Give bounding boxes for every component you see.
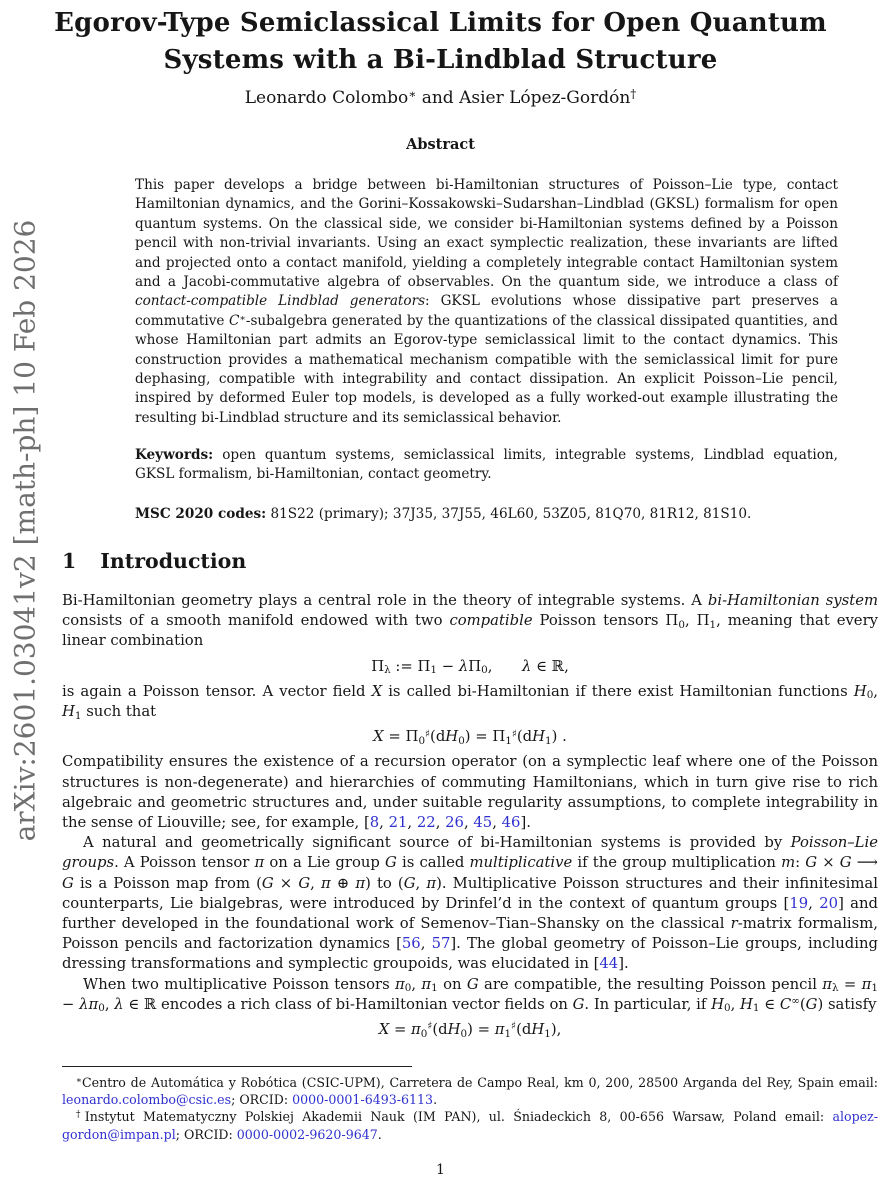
text-segment: H (853, 682, 867, 700)
text-segment: 0 (418, 734, 426, 747)
text-segment: π (411, 1021, 421, 1039)
paper-title-line1: Egorov-Type Semiclassical Limits for Open Quantum (54, 8, 827, 38)
text-segment: × (273, 874, 299, 892)
text-segment: 1 (544, 1027, 551, 1040)
text-segment: π (88, 995, 99, 1013)
text-segment: on a Lie group (264, 854, 386, 872)
text-segment: 1 (752, 1002, 760, 1015)
text-segment: Compatibility ensures the existence of a recursion operator (on a symplectic leaf where one of the Poisson structures is non-degenerate) and hierarchies of commuting Hamiltonians, which in turn give rise to rich algebraic and geometric structures and, under suitable regularity assumptions, to complete integrability in the sense of Liouville; see, for example, [ (62, 753, 878, 832)
text-segment: H (532, 728, 546, 746)
text-segment: H (445, 728, 459, 746)
text-segment: ∗ (239, 312, 246, 324)
text-segment: H (447, 1021, 461, 1039)
text-segment: Leonardo Colombo (244, 88, 409, 108)
text-segment: Bi-Hamiltonian geometry plays a central role in the theory of integrable systems. A (62, 592, 708, 609)
text-segment: -subalgebra generated by the quantizations of the classical dissipated quantities, and whose Hamiltonian part admits an Egorov-type semiclassical limit to the contact dynamics. This construction provides a mathematical mechanism compatible with the semiclassical limit for pure dephasing, compatible with integrability and contact dissipation. An explicit Poisson–Lie pencil, inspired by deformed Euler top models, is developed as a fully worked-out example illustrating the resulting bi-Lindblad structure and its semiclassical behavior. (135, 312, 838, 426)
text-segment: 0 (460, 1027, 468, 1040)
text-segment: , (492, 814, 502, 832)
text-segment: λ (522, 657, 532, 675)
footnote (62, 1074, 878, 1108)
link[interactable]: 44 (599, 955, 619, 973)
text-segment: is called bi-Hamiltonian if there exist Hamiltonian functions (382, 682, 854, 700)
text-segment: ⟶ (851, 854, 878, 872)
text-segment: , (463, 814, 474, 832)
section-heading (62, 549, 246, 573)
text-segment: ( (799, 995, 806, 1013)
text-segment: multiplicative (469, 854, 573, 872)
text-segment: 0 (481, 664, 488, 677)
text-segment: ∗ (408, 86, 417, 101)
text-segment: ]. (618, 955, 629, 973)
text-segment: MSC 2020 codes: (135, 506, 267, 522)
text-segment: ♯ (427, 1020, 433, 1033)
page-number: 1 (436, 1162, 445, 1178)
text-segment: (d (516, 1021, 532, 1039)
text-segment: Poisson–Lie groups (62, 834, 878, 872)
text-segment: λ (114, 995, 124, 1013)
text-segment: , (411, 975, 422, 993)
text-segment: 1 (430, 664, 437, 677)
link[interactable]: 20 (819, 894, 839, 912)
text-segment: , Π (684, 612, 710, 630)
text-segment: 1 (74, 709, 82, 722)
text-segment: 0 (420, 1027, 428, 1040)
text-segment: Instytut Matematyczny Polskiej Akademii Nauk (IM PAN), ul. Śniadeckich 8, 00-656 Warsaw, Poland email: (84, 1109, 833, 1125)
text-segment: π (320, 874, 331, 892)
text-segment: λ (384, 664, 391, 677)
text-segment: ) satisfy (817, 995, 877, 1013)
text-segment: X (378, 1021, 390, 1039)
equation (62, 727, 878, 747)
text-segment: (d (430, 728, 446, 746)
footnote-rule (62, 1066, 412, 1067)
text-segment: ). Multiplicative Poisson structures and their infinitesimal counterparts, Lie bialgebras, were introduced by Drinfel’d in the context of quantum groups [ (62, 874, 878, 912)
link[interactable]: 45 (473, 814, 493, 832)
text-segment: ∞ (791, 995, 800, 1008)
paragraph (62, 833, 878, 974)
text-segment: G (839, 854, 852, 872)
text-segment: ]. (520, 814, 531, 832)
text-segment: G (385, 854, 397, 872)
text-segment: compatible (449, 612, 533, 630)
abstract-heading: Abstract (406, 136, 475, 153)
text-segment: G (62, 874, 74, 892)
text-segment: ; ORCID: (175, 1126, 237, 1142)
text-segment: ♯ (425, 727, 431, 740)
text-segment: 1 (709, 618, 717, 631)
equation (62, 657, 878, 677)
text-segment: on (437, 975, 467, 993)
text-segment: ) to ( (365, 874, 404, 892)
text-segment: , (420, 935, 432, 953)
text-segment: ♯ (511, 1020, 517, 1033)
text-segment: Π (468, 657, 482, 675)
section-title: Introduction (100, 549, 247, 573)
text-segment: m (781, 854, 796, 872)
text-segment: , (310, 874, 321, 892)
text-segment: ) = Π (464, 728, 506, 746)
link[interactable]: leonardo.colombo@csic.es (62, 1092, 232, 1108)
text-segment: ∈ (759, 995, 780, 1013)
text-segment: Poisson tensors Π (532, 612, 679, 630)
text-segment: 1 (504, 1027, 512, 1040)
text-segment: G (805, 995, 818, 1013)
text-segment: H (531, 1021, 545, 1039)
text-segment: r (730, 915, 738, 933)
text-segment: , (808, 894, 820, 912)
text-segment: , (415, 874, 427, 892)
text-segment: , (873, 682, 878, 700)
text-segment: . (433, 1092, 438, 1108)
text-segment: ) = (467, 1021, 495, 1039)
text-segment: : (795, 854, 806, 872)
text-segment: ♯ (511, 727, 517, 740)
text-segment: contact-compatible Lindblad generators (135, 293, 426, 310)
text-segment: 1 (431, 982, 438, 995)
text-segment: C (228, 312, 240, 329)
text-segment: G (261, 874, 274, 892)
text-segment: π (421, 975, 432, 993)
text-segment: When two multiplicative Poisson tensors (83, 975, 396, 993)
introduction-body (62, 591, 878, 1045)
text-segment: × (817, 854, 840, 872)
text-segment: . (377, 1126, 382, 1142)
paragraph (62, 682, 878, 722)
section-number: 1 (62, 549, 77, 573)
text-segment: such that (81, 703, 157, 721)
text-segment: , meaning that every linear combination (62, 612, 878, 650)
text-segment: This paper develops a bridge between bi-Hamiltonian structures of Poisson–Lie type, contact Hamiltonian dynamics, and the Gorini–Kossakowski–Sudarshan–Lindblad (GKSL) formalism for open quantum systems. On the classical side, we consider bi-Hamiltonian systems defined by a Poisson pencil with non-trivial invariants. Using an exact symplectic realization, these invariants are lifted and projected onto a contact manifold, yielding a completely integrable contact Hamiltonian system and a Jacobi-commutative algebra of observables. On the quantum side, we introduce a class of (135, 177, 838, 291)
equation (62, 1020, 878, 1040)
text-segment: G (572, 995, 585, 1013)
text-segment: G (466, 975, 479, 993)
paper-title-line2: Systems with a Bi-Lindblad Structure (163, 45, 718, 75)
link[interactable]: 57 (431, 935, 451, 953)
text-segment: := Π (390, 657, 431, 675)
text-segment: π (494, 1021, 505, 1039)
text-segment: C (779, 995, 792, 1013)
text-segment: ∈ ℝ encodes a rich class of bi-Hamiltonian vector fields on (123, 995, 573, 1013)
text-segment: H (711, 995, 724, 1013)
text-segment: 0 (866, 689, 874, 702)
link[interactable]: 46 (501, 814, 521, 832)
text-segment: 1 (871, 982, 878, 995)
text-segment: , (407, 814, 417, 832)
link[interactable]: 8 (369, 814, 380, 832)
text-segment: π (822, 975, 832, 993)
abstract-body (135, 176, 838, 428)
text-segment: X (373, 728, 384, 746)
text-segment: 0 (404, 982, 412, 995)
text-segment: ) . (551, 728, 567, 746)
text-segment: Centro de Automática y Robótica (CSIC-UPM), Carretera de Campo Real, km 0, 200, 28500 Arganda del Rey, Spain email: (82, 1075, 878, 1090)
text-segment: bi-Hamiltonian system (707, 592, 878, 609)
text-segment: is a Poisson map from ( (73, 874, 262, 892)
text-segment: open quantum systems, semiclassical limits, integrable systems, Lindblad equation, GKSL formalism, bi-Hamiltonian, contact geometry. (135, 447, 838, 483)
footnote (62, 1108, 878, 1142)
text-segment: (d (516, 728, 533, 746)
text-segment: ⊕ (330, 874, 356, 892)
text-segment: ∈ ℝ, (531, 657, 569, 675)
text-segment: consists of a smooth manifold endowed with two (62, 612, 450, 630)
paragraph (62, 591, 878, 652)
text-segment: λ (458, 657, 469, 675)
paragraph (62, 752, 878, 833)
text-segment: are compatible, the resulting Poisson pencil (478, 975, 823, 993)
text-segment: ]. The global geometry of Poisson–Lie groups, including dressing transformations and symplectic groupoids, was elucidated in [ (62, 935, 878, 973)
text-segment: = Π (383, 728, 419, 746)
link[interactable]: 56 (401, 935, 421, 953)
text-segment: Keywords: (135, 447, 214, 463)
msc-codes-paragraph (135, 505, 838, 524)
text-segment: † (630, 86, 637, 101)
text-segment: H (62, 703, 75, 721)
text-segment: if the group multiplication (572, 854, 782, 872)
text-segment: ∗ (76, 1076, 82, 1087)
text-segment: . In particular, if (584, 995, 712, 1013)
text-segment: , (104, 995, 115, 1013)
text-segment: , (487, 657, 523, 675)
text-segment: is called (396, 854, 470, 872)
text-segment: is again a Poisson tensor. A vector field (62, 682, 372, 700)
link[interactable]: 26 (445, 814, 464, 832)
text-segment: = (838, 975, 862, 993)
footnotes (62, 1074, 878, 1143)
text-segment: ; ORCID: (231, 1092, 293, 1108)
link[interactable]: 22 (416, 814, 436, 832)
text-segment: 0 (458, 734, 465, 747)
text-segment: (d (432, 1021, 448, 1039)
arxiv-stamp: arXiv:2601.03041v2 [math-ph] 10 Feb 2026 (8, 219, 42, 842)
link[interactable]: 21 (388, 814, 408, 832)
text-segment: π (426, 874, 437, 892)
link[interactable]: 0000-0002-9620-9647 (236, 1126, 378, 1142)
text-segment: 0 (724, 1002, 731, 1015)
text-segment: 0 (678, 618, 685, 631)
authors-line (0, 88, 881, 108)
text-segment: 0 (98, 1002, 105, 1015)
text-segment: -matrix formalism, Poisson pencils and factorization dynamics [ (62, 915, 878, 953)
text-segment: , (379, 814, 389, 832)
text-segment: − (62, 995, 80, 1013)
text-segment: Π (371, 657, 385, 675)
text-segment: X (371, 682, 383, 700)
text-segment: : GKSL evolutions whose dissipative part preserves a commutative (135, 293, 838, 329)
text-segment: π (395, 975, 405, 993)
text-segment: . A Poisson tensor (114, 854, 255, 872)
text-segment: , (435, 814, 446, 832)
text-segment: A natural and geometrically significant source of bi-Hamiltonian systems is provided by (83, 834, 791, 852)
text-segment: 1 (545, 734, 552, 747)
paper-title (0, 5, 881, 79)
text-segment: 1 (505, 734, 512, 747)
text-segment: , (730, 995, 741, 1013)
text-segment: † (76, 1110, 85, 1121)
text-segment: G (403, 874, 416, 892)
text-segment: = (389, 1021, 412, 1039)
text-segment: π (254, 854, 265, 872)
text-segment: and Asier López-Gordón (416, 88, 631, 108)
text-segment: π (861, 975, 872, 993)
text-segment: − (437, 657, 459, 675)
text-segment: H (740, 995, 753, 1013)
text-segment: λ (832, 982, 839, 995)
text-segment: G (298, 874, 311, 892)
link[interactable]: 19 (789, 894, 809, 912)
link[interactable]: 0000-0001-6493-6113 (292, 1092, 434, 1108)
text-segment: ] and further developed in the foundational work of Semenov–Tian–Shansky on the classical (62, 894, 878, 933)
paragraph (62, 975, 878, 1015)
keywords-paragraph (135, 446, 838, 485)
link[interactable]: alopez-gordon@impan.pl (62, 1109, 878, 1142)
text-segment: ), (550, 1021, 562, 1039)
text-segment: 81S22 (primary); 37J35, 37J55, 46L60, 53Z05, 81Q70, 81R12, 81S10. (266, 506, 752, 522)
text-segment: π (355, 874, 366, 892)
text-segment: λ (79, 995, 89, 1013)
text-segment: G (805, 854, 818, 872)
